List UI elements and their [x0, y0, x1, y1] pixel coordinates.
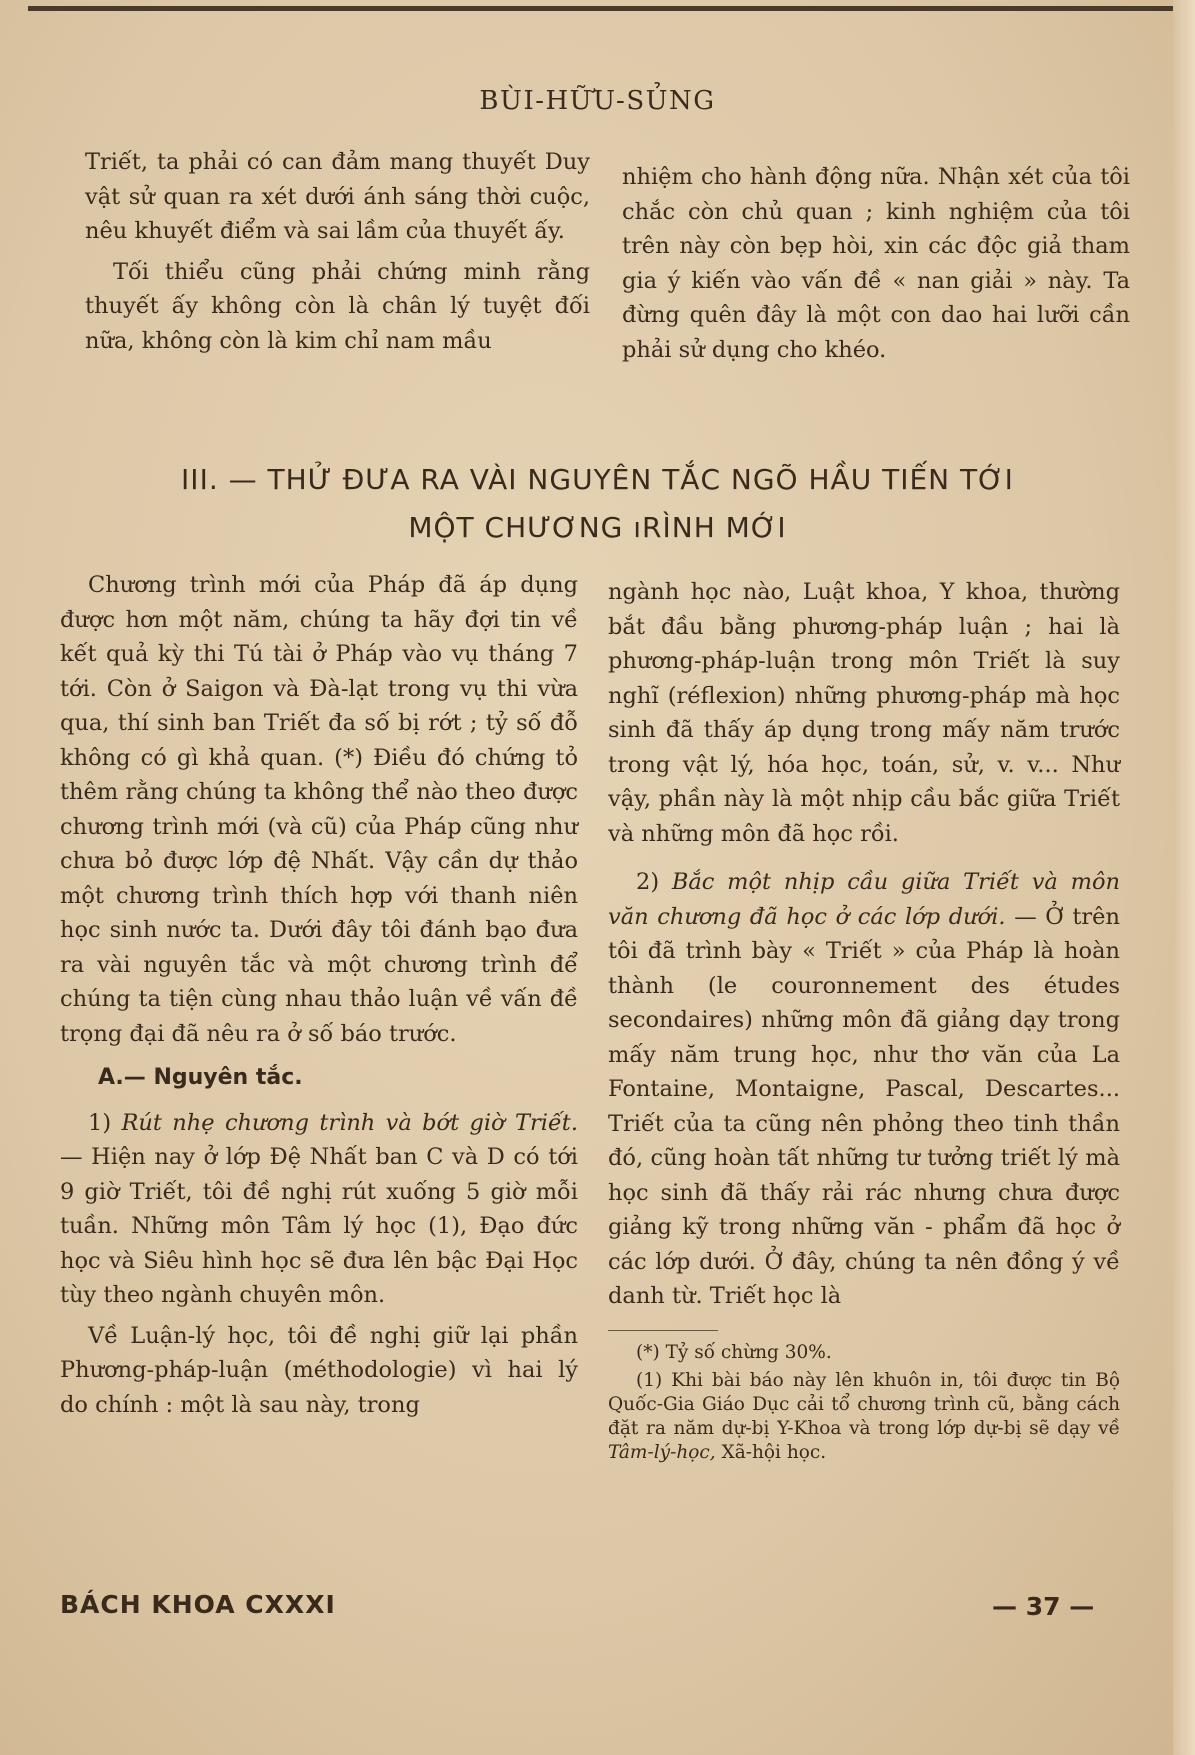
- paragraph: Chương trình mới của Pháp đã áp dụng được hơn một năm, chúng ta hãy đợi tin về kết quả kỳ thi Tú tài ở Pháp vào vụ tháng 7 tới. Còn ở Saigon và Đà-lạt trong vụ thi vừa qua, thí sinh ban Triết đa số bị rớt ; tỷ số đỗ không có gì khả quan. (*) Điều đó chứng tỏ thêm rằng chúng ta không thể nào theo được chương trình mới (và cũ) của Pháp cũng như chưa bỏ được lớp đệ Nhất. Vậy cần dự thảo một chương trình thích hợp với thanh niên học sinh nước ta. Dưới đây tôi đánh bạo đưa ra vài nguyên tắc và một chương trình để chúng ta tiện cùng nhau thảo luận về vấn đề trọng đại đã nêu ra ở số báo trước.: [60, 572, 578, 1047]
- section-heading: [0, 456, 1195, 552]
- paragraph: Tối thiểu cũng phải chứng minh rằng thuyết ấy không còn là chân lý tuyệt đối nữa, không còn là kim chỉ nam mầu: [85, 258, 590, 354]
- paragraph: [608, 865, 1120, 1314]
- paragraph: ngành học nào, Luật khoa, Y khoa, thường bắt đầu bằng phương-pháp luận ; hai là phương-pháp-luận trong môn Triết là suy nghĩ (réflexion) những phương-pháp mà học sinh đã thấy áp dụng trong mấy năm trước trong vật lý, hóa học, toán, sử, v. v... Như vậy, phần này là một nhịp cầu bắc giữa Triết và những môn đã học rồi.: [608, 579, 1120, 847]
- item-text: — Ở trên tôi đã trình bày « Triết » của Pháp là hoàn thành (le couronnement des études secondaires) những môn đã giảng dạy trong mấy năm trung học, như thơ văn của La Fontaine, Montaigne, Pascal, Descartes... Triết của ta cũng nên phỏng theo tinh thần đó, cũng hoàn tất những tư tưởng triết lý mà học sinh đã thấy rải rác nhưng chưa được giảng kỹ trong những văn - phẩm đã học ở các lớp dưới. Ở đây, chúng ta nên đồng ý về danh từ. Triết học là: [608, 903, 1120, 1309]
- section-heading-line: MỘT CHƯƠNG ıRÌNH MỚI: [408, 511, 787, 544]
- left-column: [60, 568, 578, 1428]
- item-title: Bắc một nhịp cầu giữa Triết và môn văn chương đã học ở các lớp dưới.: [608, 869, 1120, 930]
- section-heading-line: III. — THỬ ĐƯA RA VÀI NGUYÊN TẮC NGÕ HẦU TIẾN TỚI: [181, 463, 1014, 496]
- subheading: A.— Nguyên tắc.: [98, 1065, 303, 1090]
- paragraph: [60, 1106, 578, 1313]
- top-left-column: [85, 145, 590, 364]
- footnote-text: (1) Khi bài báo này lên khuôn in, tôi được tin Bộ Quốc-Gia Giáo Dục cải tổ chương trình cũ, bằng cách đặt ra năm dự-bị Y-Khoa và trong lớp dự-bị sẽ dạy về: [608, 1369, 1120, 1439]
- page-edge: [1173, 0, 1195, 1755]
- footnote-rule: [608, 1330, 718, 1331]
- footnote: (*) Tỷ số chừng 30%.: [636, 1341, 832, 1363]
- item-number: 1): [88, 1109, 112, 1136]
- footnote-italic: Tâm-lý-học,: [608, 1441, 716, 1463]
- top-right-column: [622, 160, 1130, 373]
- paragraph: nhiệm cho hành động nữa. Nhận xét của tôi chắc còn chủ quan ; kinh nghiệm của tôi trên này còn bẹp hòi, xin các độc giả tham gia ý kiến vào vấn đề « nan giải » này. Ta đừng quên đây là một con dao hai lưỡi cần phải sử dụng cho khéo.: [622, 164, 1130, 363]
- paragraph: Về Luận-lý học, tôi đề nghị giữ lại phần Phương-pháp-luận (méthodologie) vì hai lý do chính : một là sau này, trong: [60, 1322, 578, 1418]
- magazine-title: BÁCH KHOA CXXXI: [60, 1590, 336, 1619]
- running-header: BÙI-HỮU-SỦNG: [479, 86, 716, 116]
- item-number: 2): [636, 869, 660, 895]
- item-text: — Hiện nay ở lớp Đệ Nhất ban C và D có tới 9 giờ Triết, tôi đề nghị rút xuống 5 giờ mỗi tuần. Những môn Tâm lý học (1), Đạo đức học và Siêu hình học sẽ đưa lên bậc Đại Học tùy theo ngành chuyên môn.: [60, 1144, 578, 1308]
- item-title: Rút nhẹ chương trình và bớt giờ Triết.: [121, 1109, 578, 1136]
- paragraph: Triết, ta phải có can đảm mang thuyết Duy vật sử quan ra xét dưới ánh sáng thời cuộc, nêu khuyết điểm và sai lầm của thuyết ấy.: [85, 149, 590, 244]
- right-column: [608, 575, 1120, 1469]
- top-rule: [28, 6, 1173, 11]
- footnote: [608, 1369, 1120, 1465]
- footnote-text: Xã-hội học.: [721, 1441, 827, 1463]
- page-number: — 37 —: [992, 1592, 1095, 1621]
